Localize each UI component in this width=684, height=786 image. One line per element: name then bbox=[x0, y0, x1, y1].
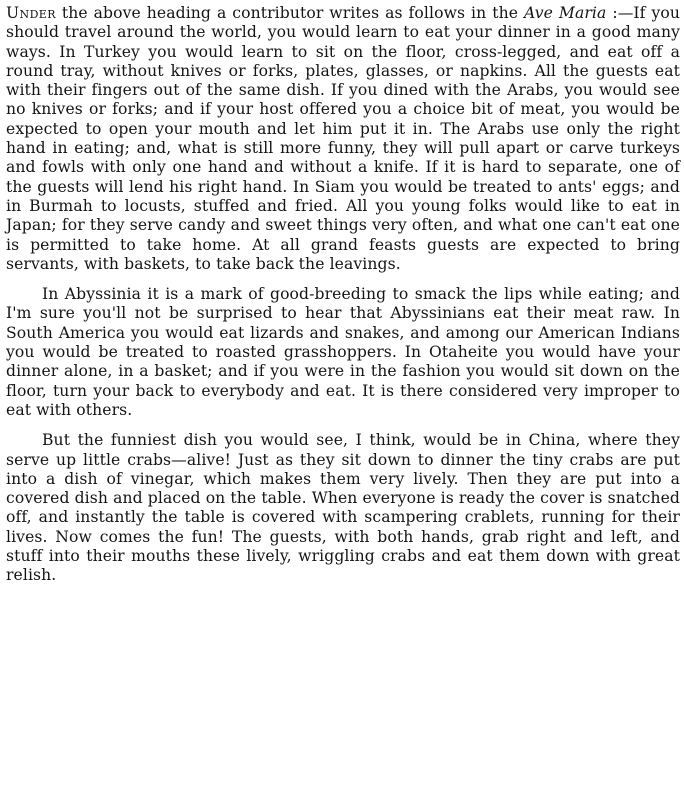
paragraph-3 bbox=[6, 431, 680, 585]
paragraph-1-body: :—If you should travel around the world, you would learn to eat your dinner in a good many ways. In Turkey you would learn to sit on the floor, cross-legged, and eat off a round tray, without knives or forks, plates, glasses, or napkins. All the guests eat with their fingers out of the same dish. If you dined with the Arabs, you would see no knives or forks; and if your host offered you a choice bit of meat, you would be expected to open your mouth and let him put it in. The Arabs use only the right hand in eating; and, what is still more funny, they will pull apart or carve turkeys and fowls with only one hand and without a knife. If it is hard to separate, one of the guests will lend his right hand. In Siam you would be treated to ants' eggs; and in Burmah to locusts, stuffed and fried. All you young folks would like to eat in Japan; for they serve candy and sweet things very often, and what one can't eat one is permitted to take home. At all grand feasts guests are expected to bring servants, with baskets, to take back the leavings. bbox=[6, 4, 680, 273]
opening-word: Under bbox=[6, 4, 56, 22]
paragraph-2 bbox=[6, 285, 680, 420]
publication-title: Ave Maria bbox=[524, 4, 607, 22]
intro-text: the above heading a contributor writes as follows in the bbox=[61, 4, 519, 22]
paragraph-3-body: But the funniest dish you would see, I think, would be in China, where they serve up little crabs—alive! Just as they sit down to dinner the tiny crabs are put into a dish of vinegar, which makes them very lively. Then they are put into a covered dish and placed on the table. When everyone is ready the cover is snatched off, and instantly the table is covered with scampering crablets, running for their lives. Now comes the fun! The guests, with both hands, grab right and left, and stuff into their mouths these lively, wriggling crabs and eat them down with great relish. bbox=[6, 431, 680, 585]
paragraph-1 bbox=[6, 4, 680, 274]
paragraph-2-body: In Abyssinia it is a mark of good-breeding to smack the lips while eating; and I'm sure you'll not be surprised to hear that Abyssinians eat their meat raw. In South America you would eat lizards and snakes, and among our American Indians you would be treated to roasted grasshoppers. In Otaheite you would have your dinner alone, in a basket; and if you were in the fashion you would sit down on the floor, turn your back to everybody and eat. It is there considered very improper to eat with others. bbox=[6, 285, 680, 419]
